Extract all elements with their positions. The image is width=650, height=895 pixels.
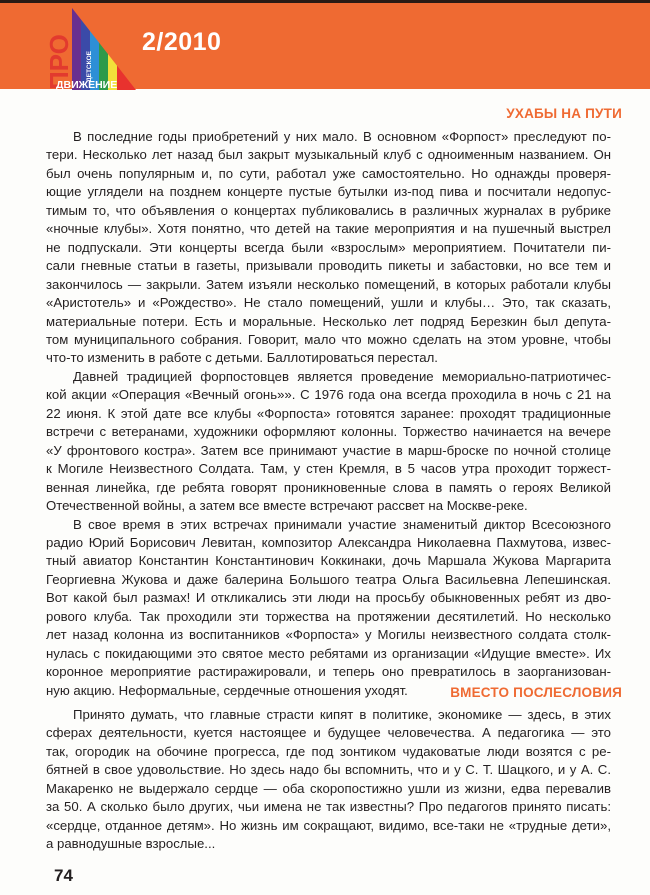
- text-line: «сердце, отданное детям». Но жизнь им сокращают, видимо, все-таки не «трудные дети»,: [46, 817, 611, 833]
- text-line: бятней в свое удовольствие. Но здесь надо бы вспомнить, что и у С. Т. Шацкого, и у А. С.: [46, 762, 611, 778]
- text-line: закончилось — закрыли. Затем изъяли несколько помещений, в которых работали клубы: [46, 276, 611, 292]
- logo-pro-text: ПРО: [44, 34, 74, 90]
- text-line: Давней традицией форпостовцев является проведение мемориально-патриотичес-: [73, 368, 611, 384]
- text-line: ющие углядели на позднем концерте пустые бутылки из-под пива и посчитали недопус-: [46, 184, 611, 200]
- text-line: тери. Несколько лет назад был закрыт музыкальный клуб с одноименным названием. Он: [46, 147, 611, 163]
- pro-detskoe-dvizhenie-logo: [44, 6, 140, 91]
- text-line: за 50. А сколько было других, чьи имена не так известны? Про педагогов принято писать:: [46, 799, 611, 815]
- text-line: 22 июня. К этой дате все клубы «Форпоста» готовятся заранее: проходят традиционные: [46, 405, 611, 421]
- section-title-vmesto-posleslovia: ВМЕСТО ПОСЛЕСЛОВИЯ: [450, 685, 622, 700]
- text-line: ную акцию. Неформальные, сердечные отношения уходят.: [46, 682, 408, 698]
- text-line: «ночные клубы». Хотя понятно, что детей на такие мероприятия и на пушечный выстрел: [46, 221, 611, 237]
- section-title-uhaby: УХАБЫ НА ПУТИ: [506, 106, 622, 121]
- text-line: том муниципального собрания. Говорит, мало что можно сделать на этом уровне, чтобы: [46, 331, 611, 347]
- section-body-vmesto-posleslovia: [46, 706, 611, 854]
- text-line: был очень популярным и, по сути, работал уже самостоятельно. Но однажды проверя-: [46, 165, 611, 181]
- logo-dvizhenie-text: ДВИЖЕНИЕ: [56, 79, 118, 91]
- text-line: кой акции «Операция «Вечный огонь»». С 1976 года она всегда проходила в ночь с 21 на: [46, 387, 611, 403]
- text-line: Отечественной войны, а затем все вместе встречают рассвет на Москве-реке.: [46, 498, 528, 514]
- text-line: так, огородик на обочине прогресса, где под зонтиком чудаковатые люди возятся с ре-: [46, 743, 611, 759]
- page-number: 74: [54, 866, 73, 885]
- text-line: В свое время в этих встречах принимали участие знаменитый диктор Всесоюзного: [73, 516, 611, 532]
- rainbow-triangle: [72, 6, 137, 90]
- text-line: рового клуба. Так проходили эти торжества на протяжении десятилетий. Но несколько: [46, 608, 611, 624]
- text-line: «Аристотель» и «Рождество». Не стало помещений, ушли и клубы… Это, так сказать,: [46, 295, 611, 311]
- text-line: сферах деятельности, куется настоящее и будущее человечества. А педагогика — это: [46, 725, 611, 741]
- text-line: тимым то, что объявления о концертах публиковались в различных журналах в рубрике: [46, 202, 611, 218]
- text-line: Вот какой был размах! И откликались эти люди на просьбу обыкновенных ребят из дво-: [46, 590, 611, 606]
- text-line: не подпускали. Эти концерты всегда были «взрослым» мероприятием. Почитатели пи-: [46, 239, 611, 255]
- text-line: венная линейка, где ребята говорят проникновенные слова в память о героях Великой: [46, 479, 611, 495]
- text-line: Георгиевна Жукова и даже балерина Большого театра Ольга Васильевна Лепешинская.: [46, 571, 611, 587]
- text-line: встречи с ветеранами, художники оформляют колонны. Торжество начинается на вечере: [46, 424, 611, 440]
- text-line: нулась с покидающими это святое место ребятами из организации «Идущие вместе». Их: [46, 645, 611, 661]
- text-line: радио Юрий Борисович Левитан, композитор Александра Николаевна Пахмутова, извес-: [46, 534, 611, 550]
- logo-detskoe-text: ДЕТСКОЕ: [86, 51, 93, 82]
- text-line: коронное мероприятие растиражировали, и теперь оно превратилось в заорганизован-: [46, 664, 611, 680]
- text-line: к Могиле Неизвестного Солдата. Там, у стен Кремля, в 5 часов утра проходит торжест-: [46, 461, 611, 477]
- section-body-uhaby: [46, 128, 611, 700]
- text-line: сали гневные статьи в газеты, призывали проводить пикеты и забастовки, но все тем и: [46, 258, 611, 274]
- text-line: что-то изменить в работе с детьми. Баллотироваться перестал.: [46, 350, 438, 366]
- text-line: В последние годы приобретений у них мало. В основном «Форпост» преследуют по-: [73, 129, 611, 144]
- text-line: Макаренко не выдержало сердце — оба скоропостижно ушли из жизни, едва перевалив: [46, 780, 611, 796]
- text-line: тный авиатор Константин Константинович Коккинаки, дочь Маршала Жукова Маргарита: [46, 553, 611, 569]
- text-line: а равнодушные взрослые...: [46, 836, 216, 852]
- text-line: материальные потери. Есть и моральные. Несколько лет подряд Березкин был депута-: [46, 313, 611, 329]
- text-line: лет назад колонна из воспитанников «Форпоста» у Могилы неизвестного солдата столк-: [46, 627, 611, 643]
- text-line: Принято думать, что главные страсти кипят в политике, экономике — здесь, в этих: [73, 707, 611, 722]
- issue-number: 2/2010: [142, 28, 222, 56]
- text-line: «У фронтового костра». Затем все принимают участие в марш-броске по ночной столице: [46, 442, 611, 458]
